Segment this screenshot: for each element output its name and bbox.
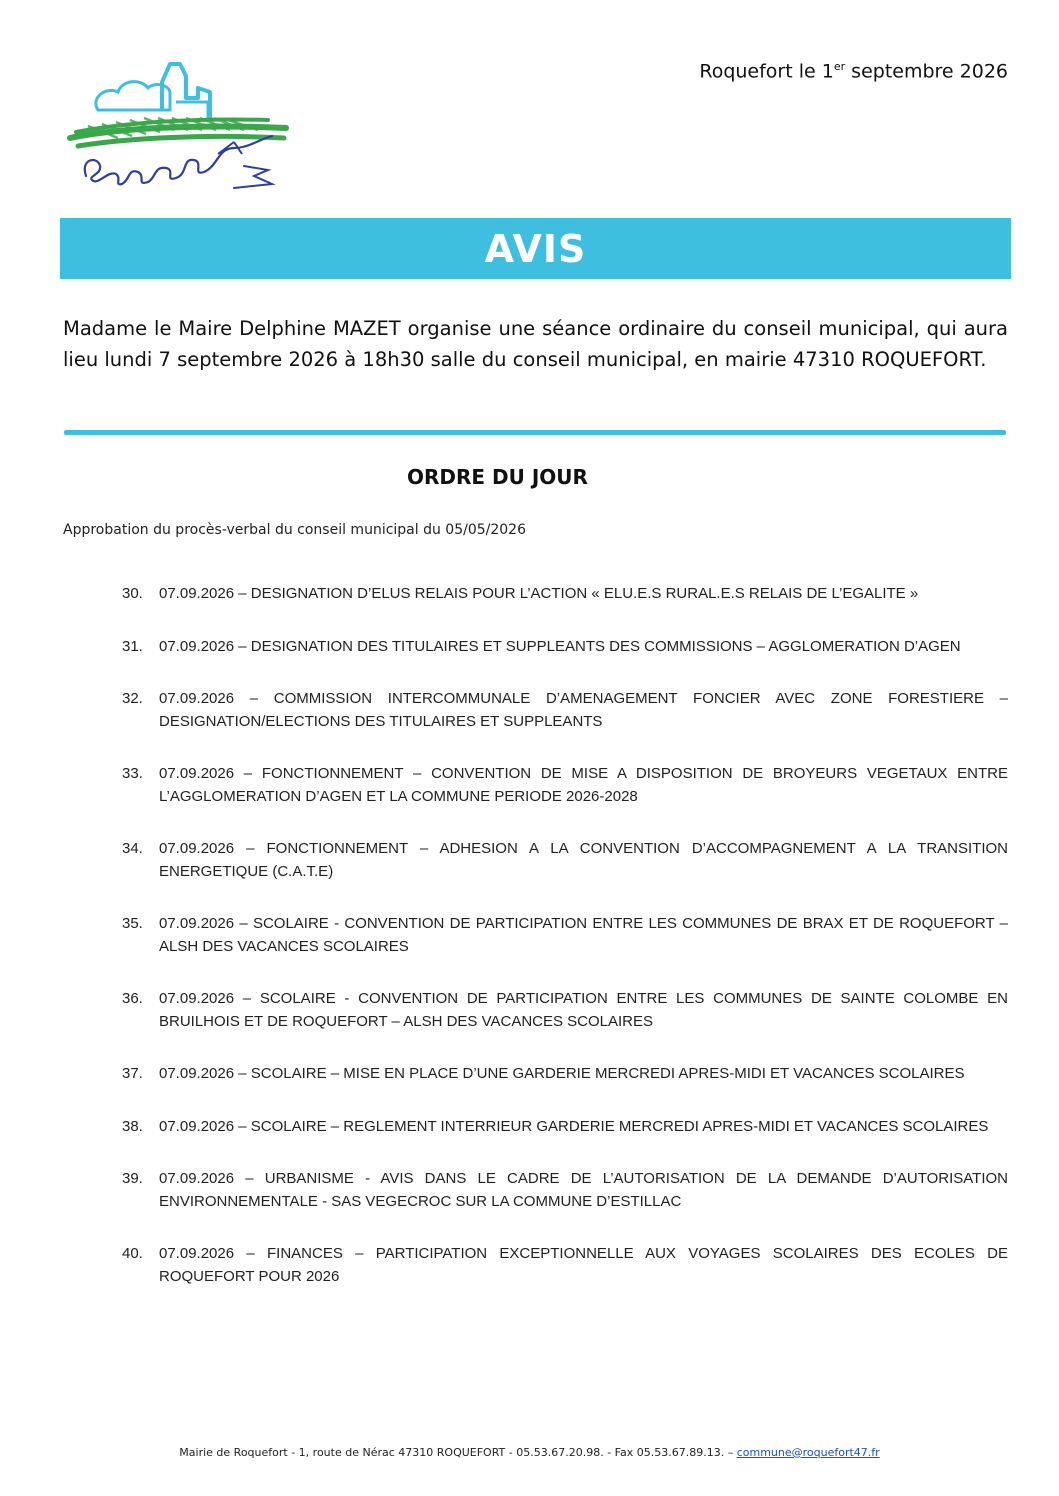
- agenda-item-text: 07.09.2026 – SCOLAIRE – REGLEMENT INTERRIEUR GARDERIE MERCREDI APRES-MIDI ET VACANCES SCOLAIRES: [159, 1117, 989, 1135]
- agenda-item-text: 07.09.2026 – COMMISSION INTERCOMMUNALE D’AMENAGEMENT FONCIER AVEC ZONE FORESTIERE – DESIGNATION/ELECTIONS DES TITULAIRES ET SUPPLEANTS: [159, 690, 1008, 730]
- agenda-item-text: 07.09.2026 – DESIGNATION DES TITULAIRES ET SUPPLEANTS DES COMMISSIONS – AGGLOMERATION D’AGEN: [159, 637, 961, 655]
- agenda-item-number: 40.: [122, 1245, 143, 1262]
- agenda-item-number: 32.: [122, 690, 143, 707]
- agenda-item: [122, 1243, 1008, 1288]
- intro-paragraph: Madame le Maire Delphine MAZET organise une séance ordinaire du conseil municipal, qui aura lieu lundi 7 septembre 2026 à 18h30 salle du conseil municipal, en mairie 47310 ROQUEFORT.: [63, 317, 1008, 371]
- agenda-item-text: 07.09.2026 – FINANCES – PARTICIPATION EXCEPTIONNELLE AUX VOYAGES SCOLAIRES DES ECOLES DE ROQUEFORT POUR 2026: [159, 1245, 1008, 1285]
- agenda-item: [122, 1116, 1008, 1139]
- document-date: [699, 60, 1008, 82]
- agenda-item-number: 35.: [122, 915, 143, 932]
- roquefort-logo: [58, 58, 298, 198]
- agenda-item-text: 07.09.2026 – SCOLAIRE – MISE EN PLACE D’UNE GARDERIE MERCREDI APRES-MIDI ET VACANCES SCOLAIRES: [159, 1065, 965, 1082]
- agenda-item-number: 34.: [122, 840, 143, 857]
- date-suffix: septembre 2026: [845, 60, 1008, 83]
- agenda-item: [122, 913, 1008, 958]
- agenda-item-number: 39.: [122, 1170, 143, 1187]
- banner-title: AVIS: [484, 226, 587, 271]
- agenda-item-number: 31.: [122, 637, 143, 655]
- agenda-item: [122, 763, 1008, 808]
- footer-email-link[interactable]: commune@roquefort47.fr: [736, 1446, 880, 1459]
- agenda-item: [122, 1168, 1008, 1213]
- agenda-item: [122, 583, 1008, 606]
- agenda-item: [122, 688, 1008, 733]
- agenda-item-number: 33.: [122, 765, 143, 782]
- agenda-item: [122, 988, 1008, 1033]
- agenda-item-text: 07.09.2026 – FONCTIONNEMENT – ADHESION A LA CONVENTION D’ACCOMPAGNEMENT A LA TRANSITION ENERGETIQUE (C.A.T.E): [159, 840, 1008, 880]
- page-footer: [0, 1446, 1059, 1459]
- agenda-item-text: 07.09.2026 – SCOLAIRE - CONVENTION DE PARTICIPATION ENTRE LES COMMUNES DE SAINTE COLOMBE EN BRUILHOIS ET DE ROQUEFORT – ALSH DES VACANCES SCOLAIRES: [159, 990, 1008, 1030]
- agenda-item: [122, 1063, 1008, 1086]
- agenda-title: ORDRE DU JOUR: [407, 465, 588, 489]
- approval-line: Approbation du procès-verbal du conseil municipal du 05/05/2026: [63, 522, 526, 538]
- agenda-item-text: 07.09.2026 – SCOLAIRE - CONVENTION DE PARTICIPATION ENTRE LES COMMUNES DE BRAX ET DE ROQUEFORT – ALSH DES VACANCES SCOLAIRES: [159, 915, 1008, 955]
- agenda-item-number: 37.: [122, 1065, 143, 1082]
- agenda-list: [122, 583, 1008, 1318]
- agenda-item-text: 07.09.2026 – URBANISME - AVIS DANS LE CADRE DE L’AUTORISATION DE LA DEMANDE D’AUTORISATION ENVIRONNEMENTALE - SAS VEGECROC SUR LA COMMUNE D’ESTILLAC: [159, 1170, 1008, 1210]
- divider-rule: [64, 430, 1006, 435]
- date-superscript: er: [833, 60, 846, 73]
- agenda-item-text: 07.09.2026 – FONCTIONNEMENT – CONVENTION DE MISE A DISPOSITION DE BROYEURS VEGETAUX ENTRE L’AGGLOMERATION D’AGEN ET LA COMMUNE PERIODE 2026-2028: [159, 765, 1008, 805]
- agenda-item-number: 36.: [122, 990, 143, 1007]
- agenda-item: [122, 636, 1008, 659]
- agenda-item-text: 07.09.2026 – DESIGNATION D’ELUS RELAIS POUR L’ACTION « ELU.E.S RURAL.E.S RELAIS DE L’EGALITE »: [159, 585, 919, 602]
- avis-banner: [60, 218, 1011, 279]
- footer-address: Mairie de Roquefort - 1, route de Nérac 47310 ROQUEFORT - 05.53.67.20.98. - Fax 05.53.67.89.13. –: [179, 1446, 737, 1459]
- agenda-item-number: 30.: [122, 585, 143, 602]
- agenda-item: [122, 838, 1008, 883]
- agenda-item-number: 38.: [122, 1117, 143, 1135]
- date-prefix: Roquefort le 1: [699, 60, 834, 83]
